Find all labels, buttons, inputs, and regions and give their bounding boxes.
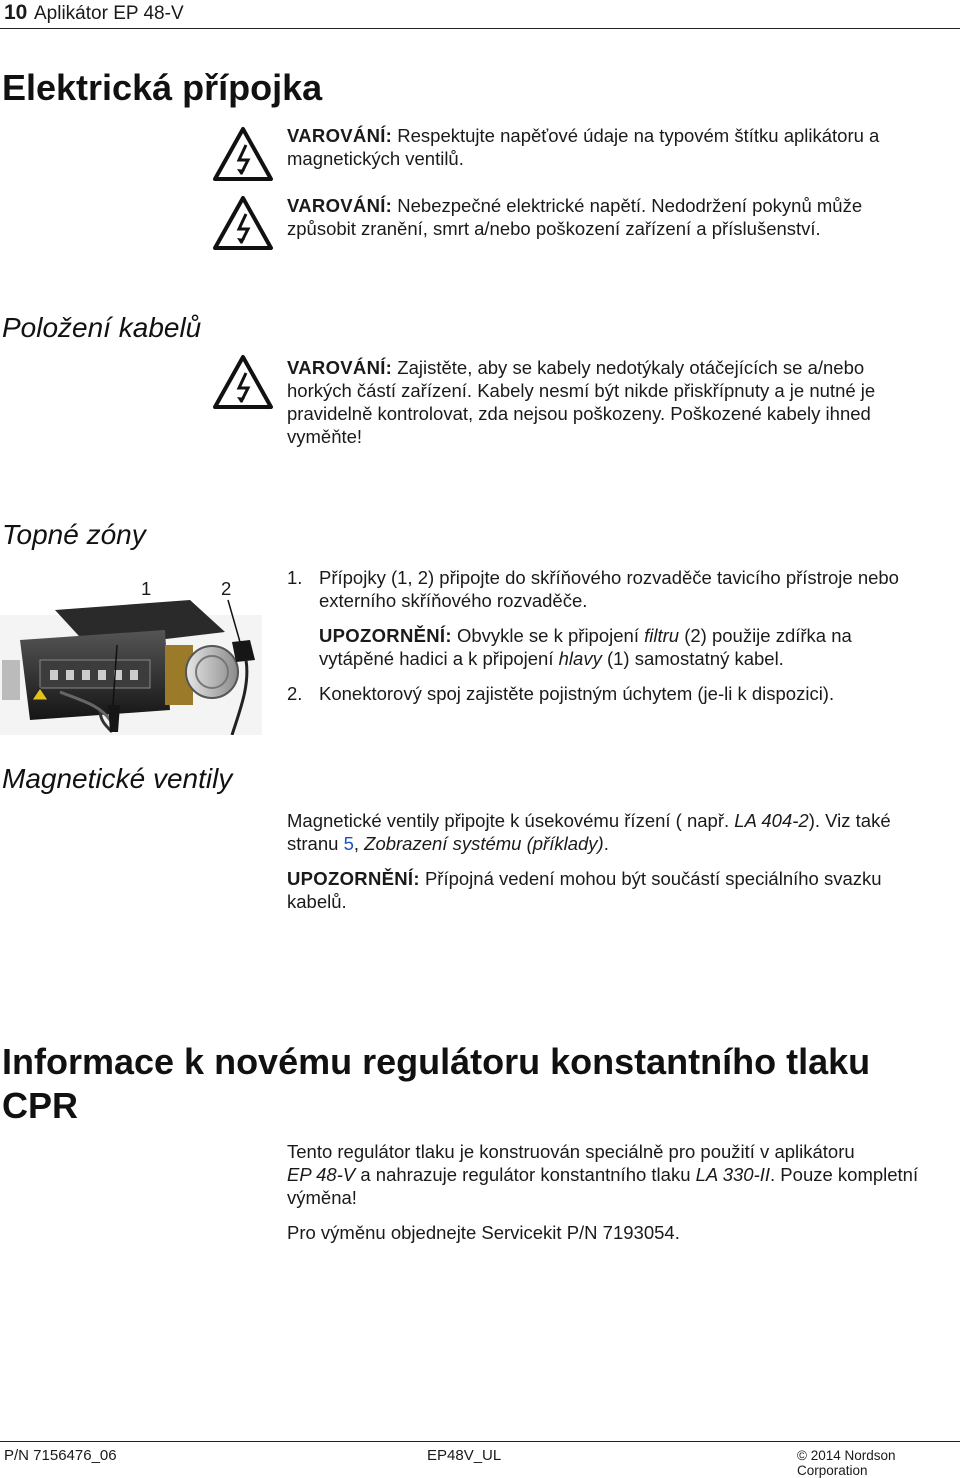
cpr-paragraph: Tento regulátor tlaku je konstruován speciálně pro použití v aplikátoru EP 48-V a nahrazuje regulátor konstantního tlaku LA 330-II. Pouze kompletní výměna! <box>287 1141 919 1208</box>
electrical-hazard-warning-icon <box>212 126 274 182</box>
warning-cables: VAROVÁNÍ: Zajistěte, aby se kabely nedotýkaly otáčejících se a/nebo horkých částí zařízení. Kabely nesmí být nikde přiskřípnuty a je nutné je pravidelně kontrolovat, zda nejsou poškozeny. Poškozené kabely ihned vyměňte! <box>287 357 876 447</box>
caution-valves: UPOZORNĚNÍ: Přípojná vedení mohou být součástí speciálního svazku kabelů. <box>287 868 882 912</box>
caution-label: UPOZORNĚNÍ: <box>319 625 452 646</box>
running-title: Aplikátor EP 48-V <box>34 3 184 24</box>
list-number: 1. <box>287 567 303 588</box>
copyright-icon: © <box>797 1448 807 1463</box>
cpr-order-paragraph: Pro výměnu objednejte Servicekit P/N 7193054. <box>287 1222 680 1243</box>
footer-part-number: P/N 7156476_06 <box>4 1447 117 1464</box>
section-title-electrical: Elektrická přípojka <box>2 67 323 108</box>
callout-1: 1 <box>141 578 152 599</box>
electrical-hazard-warning-icon <box>212 195 274 251</box>
warning-voltage: VAROVÁNÍ: Respektujte napěťové údaje na typovém štítku aplikátoru a magnetických ventilů. <box>287 125 880 169</box>
page-link[interactable]: 5 <box>343 833 354 854</box>
section-title-valves: Magnetické ventily <box>2 763 233 794</box>
footer-rule <box>0 1441 960 1442</box>
header-rule <box>0 28 960 29</box>
section-title-cpr: Informace k novému regulátoru konstantního tlaku CPR <box>2 1041 871 1126</box>
list-number: 2. <box>287 683 303 704</box>
section-title-cables: Položení kabelů <box>2 312 202 343</box>
section-title-heating: Topné zóny <box>2 519 146 550</box>
caution-heating: UPOZORNĚNÍ: Obvykle se k připojení filtru (2) použije zdířka na vytápěné hadici a k připojení hlavy (1) samostatný kabel. <box>319 625 852 669</box>
list-item-2: Konektorový spoj zajistěte pojistným úchytem (je-li k dispozici). <box>319 683 835 704</box>
list-item-1: Přípojky (1, 2) připojte do skříňového rozvaděče tavicího přístroje nebo externího skříňového rozvaděče. <box>319 567 899 611</box>
caution-label: UPOZORNĚNÍ: <box>287 868 420 889</box>
footer-copyright: © 2014 Nordson Corporation <box>797 1448 896 1478</box>
warning-label: VAROVÁNÍ: <box>287 357 393 378</box>
warning-dangerous-voltage: VAROVÁNÍ: Nebezpečné elektrické napětí. Nedodržení pokynů může způsobit zranění, smrt a/nebo poškození zařízení a příslušenství. <box>287 195 863 239</box>
warning-label: VAROVÁNÍ: <box>287 195 393 216</box>
callout-2: 2 <box>221 578 232 599</box>
page-number: 10 <box>4 1 28 24</box>
valves-paragraph: Magnetické ventily připojte k úsekovému řízení ( např. LA 404-2). Viz také stranu 5, Zobrazení systému (příklady). <box>287 810 891 854</box>
footer-code: EP48V_UL <box>427 1447 502 1464</box>
warning-label: VAROVÁNÍ: <box>287 125 393 146</box>
electrical-hazard-warning-icon <box>212 354 274 410</box>
